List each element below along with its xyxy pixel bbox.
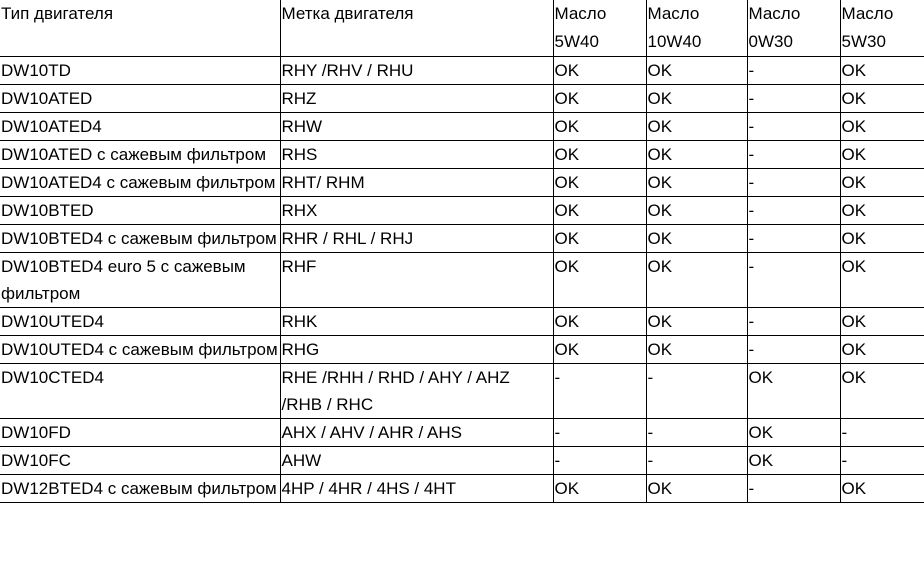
table-row — [0, 225, 924, 253]
cell-engine-type: DW10BTED4 с сажевым фильтром — [0, 225, 280, 253]
cell-engine-type: DW12BTED4 с сажевым фильтром — [0, 475, 280, 503]
cell-engine-code: RHS — [280, 141, 553, 169]
cell-engine-type: DW10ATED4 — [0, 113, 280, 141]
cell-engine-code: 4HP / 4HR / 4HS / 4HT — [280, 475, 553, 503]
cell-oil-5w30: OK — [840, 57, 924, 85]
cell-engine-type: DW10BTED4 euro 5 с сажевым фильтром — [0, 253, 280, 308]
cell-engine-code: RHT/ RHM — [280, 169, 553, 197]
cell-oil-0w30: - — [747, 336, 840, 364]
cell-oil-10w40: OK — [646, 57, 747, 85]
cell-oil-5w40: - — [553, 364, 646, 419]
table-row — [0, 419, 924, 447]
cell-oil-0w30: - — [747, 141, 840, 169]
cell-oil-5w30: - — [840, 447, 924, 475]
cell-engine-type: DW10ATED4 с сажевым фильтром — [0, 169, 280, 197]
cell-engine-code: RHG — [280, 336, 553, 364]
cell-oil-0w30: OK — [747, 419, 840, 447]
table-row — [0, 141, 924, 169]
table-row — [0, 169, 924, 197]
cell-oil-0w30: - — [747, 475, 840, 503]
table-row — [0, 475, 924, 503]
column-header-text: 5W30 — [841, 32, 886, 51]
cell-oil-5w30: OK — [840, 85, 924, 113]
cell-oil-5w30: OK — [840, 141, 924, 169]
cell-oil-5w40: OK — [553, 169, 646, 197]
column-header-text: 5W40 — [554, 32, 599, 51]
cell-oil-5w40: OK — [553, 308, 646, 336]
column-header-text: Тип двигателя — [1, 4, 114, 23]
cell-engine-type: DW10ATED — [0, 85, 280, 113]
cell-oil-0w30: - — [747, 113, 840, 141]
cell-oil-0w30: - — [747, 169, 840, 197]
header-row — [0, 0, 924, 57]
table-row — [0, 308, 924, 336]
column-header-text: 0W30 — [748, 32, 793, 51]
cell-oil-5w40: OK — [553, 197, 646, 225]
cell-oil-5w30: OK — [840, 225, 924, 253]
cell-oil-5w30: OK — [840, 336, 924, 364]
cell-engine-type: DW10FD — [0, 419, 280, 447]
column-header-text: Масло — [748, 4, 801, 23]
cell-oil-10w40: - — [646, 447, 747, 475]
column-header-text: 10W40 — [647, 32, 702, 51]
cell-oil-10w40: OK — [646, 85, 747, 113]
cell-engine-code: RHX — [280, 197, 553, 225]
cell-engine-type: DW10FC — [0, 447, 280, 475]
cell-engine-type: DW10CTED4 — [0, 364, 280, 419]
cell-engine-code: RHR / RHL / RHJ — [280, 225, 553, 253]
cell-oil-0w30: - — [747, 57, 840, 85]
cell-oil-10w40: OK — [646, 169, 747, 197]
cell-oil-5w30: - — [840, 419, 924, 447]
cell-oil-0w30: - — [747, 225, 840, 253]
cell-engine-type: DW10BTED — [0, 197, 280, 225]
cell-engine-code: RHY /RHV / RHU — [280, 57, 553, 85]
cell-oil-5w40: OK — [553, 141, 646, 169]
column-header-oil-5w30 — [840, 0, 924, 57]
cell-engine-code: RHE /RHH / RHD / AHY / AHZ /RHB / RHC — [280, 364, 553, 419]
cell-oil-5w40: OK — [553, 113, 646, 141]
cell-oil-5w30: OK — [840, 197, 924, 225]
cell-oil-10w40: OK — [646, 197, 747, 225]
column-header-oil-5w40 — [553, 0, 646, 57]
cell-oil-5w40: OK — [553, 225, 646, 253]
table-row — [0, 447, 924, 475]
cell-oil-5w40: - — [553, 447, 646, 475]
cell-oil-5w30: OK — [840, 169, 924, 197]
column-header-oil-10w40 — [646, 0, 747, 57]
table-row — [0, 57, 924, 85]
cell-oil-10w40: - — [646, 419, 747, 447]
cell-oil-5w40: OK — [553, 253, 646, 308]
cell-oil-10w40: OK — [646, 113, 747, 141]
cell-engine-code: RHK — [280, 308, 553, 336]
table-row — [0, 253, 924, 308]
column-header-text: Масло — [554, 4, 607, 23]
cell-oil-0w30: - — [747, 197, 840, 225]
table-body — [0, 57, 924, 503]
column-header-engine-type — [0, 0, 280, 57]
cell-oil-10w40: OK — [646, 475, 747, 503]
cell-engine-type: DW10UTED4 — [0, 308, 280, 336]
cell-oil-5w40: - — [553, 419, 646, 447]
cell-oil-10w40: OK — [646, 225, 747, 253]
cell-engine-code: RHW — [280, 113, 553, 141]
cell-oil-10w40: - — [646, 364, 747, 419]
cell-oil-5w30: OK — [840, 364, 924, 419]
cell-engine-code: AHX / AHV / AHR / AHS — [280, 419, 553, 447]
cell-oil-5w40: OK — [553, 57, 646, 85]
column-header-engine-code — [280, 0, 553, 57]
cell-oil-10w40: OK — [646, 253, 747, 308]
cell-engine-type: DW10ATED с сажевым фильтром — [0, 141, 280, 169]
cell-oil-5w40: OK — [553, 336, 646, 364]
cell-engine-code: RHZ — [280, 85, 553, 113]
table-row — [0, 197, 924, 225]
cell-oil-5w40: OK — [553, 475, 646, 503]
cell-oil-5w30: OK — [840, 113, 924, 141]
cell-oil-5w30: OK — [840, 308, 924, 336]
cell-oil-10w40: OK — [646, 308, 747, 336]
table-header — [0, 0, 924, 57]
cell-oil-0w30: OK — [747, 447, 840, 475]
column-header-oil-0w30 — [747, 0, 840, 57]
cell-oil-0w30: OK — [747, 364, 840, 419]
cell-engine-type: DW10TD — [0, 57, 280, 85]
column-header-text: Метка двигателя — [281, 4, 414, 23]
table-row — [0, 85, 924, 113]
table-row — [0, 364, 924, 419]
cell-oil-5w30: OK — [840, 475, 924, 503]
table-row — [0, 336, 924, 364]
cell-engine-type: DW10UTED4 с сажевым фильтром — [0, 336, 280, 364]
cell-oil-10w40: OK — [646, 336, 747, 364]
column-header-text: Масло — [841, 4, 894, 23]
cell-oil-0w30: - — [747, 85, 840, 113]
cell-engine-code: AHW — [280, 447, 553, 475]
cell-oil-5w30: OK — [840, 253, 924, 308]
cell-oil-0w30: - — [747, 308, 840, 336]
table-row — [0, 113, 924, 141]
cell-oil-10w40: OK — [646, 141, 747, 169]
cell-engine-code: RHF — [280, 253, 553, 308]
cell-oil-5w40: OK — [553, 85, 646, 113]
cell-oil-0w30: - — [747, 253, 840, 308]
column-header-text: Масло — [647, 4, 700, 23]
